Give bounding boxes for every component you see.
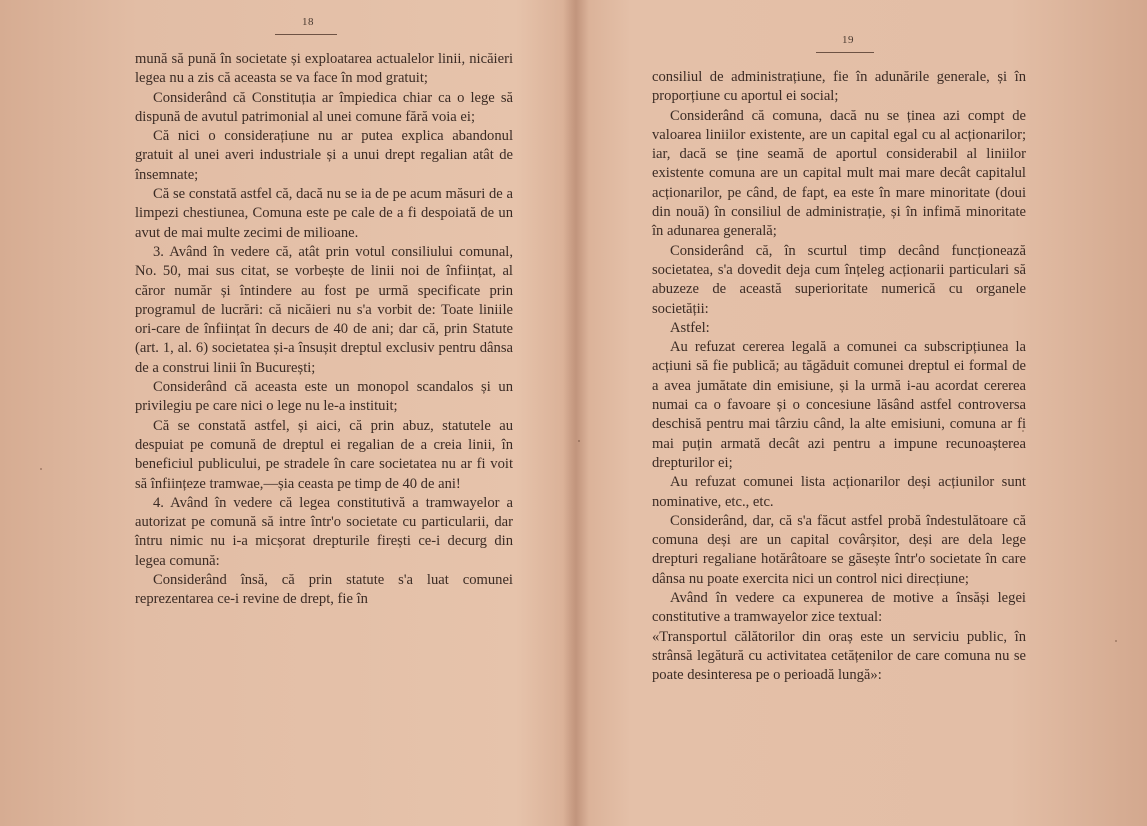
- paragraph: Considerând că aceasta este un monopol scandalos și un privilegiu pe care nici o lege nu le-a instituit;: [135, 379, 513, 415]
- page-text: [135, 50, 513, 610]
- paragraph: 3. Având în vedere că, atât prin votul consiliului comunal, No. 50, mai sus citat, se vorbește de linii noi de înființat, al căror număr și întindere au fost pe urmă specificate prin programul de lucrări: că nicăieri nu s'a vorbit de: Toate liniile ori-care de înființat în decurs de 40 de ani; dar că, prin Statute (art. 1, al. 6) societatea și-a însușit dreptul exclusiv pentru dânsa de a construi linii în București;: [135, 243, 513, 376]
- paragraph: Că nici o considerațiune nu ar putea explica abandonul gratuit al unei averi industriale și a unui drept regalian atât de însemnate;: [135, 128, 513, 183]
- paragraph: Considerând, dar, că s'a făcut astfel probă îndestulătoare că comuna deși are un capital covârșitor, deși are dela lege drepturi regaliane hotărâtoare se găsește într'o societate în care dânsa nu poate exercita nici un control nici direcțiune;: [652, 512, 1026, 587]
- paper-speck: [40, 468, 42, 470]
- paragraph: 4. Având în vedere că legea constitutivă a tramwayelor a autorizat pe comună să intre într'o societate cu particularii, dar întru nimic nu i-a micșorat drepturile firești ce-i decurg din legea comună:: [135, 494, 513, 569]
- right-page: [580, 0, 1147, 826]
- page-number: 19: [842, 34, 854, 46]
- paragraph: Au refuzat comunei lista acționarilor deși acțiunilor sunt nominative, etc., etc.: [652, 474, 1026, 510]
- paragraph: Au refuzat cererea legală a comunei ca subscripțiunea la acțiuni să fie publică; au tăgăduit comunei dreptul ei formal de a avea jumătate din emisiune, și la urmă i-au acordat cererea numai ca o favoare și o concesiune lăsând astfel controversa deschisă pentru mai târziu când, la alte emisiuni, comuna ar fi mai puțin armată decât azi pentru a impune recunoașterea drepturilor ei;: [652, 339, 1026, 471]
- paragraph: Că se constată astfel că, dacă nu se ia de pe acum măsuri de a limpezi chestiunea, Comuna este pe cale de a fi despoiată de un avut de mai multe zecimi de milioane.: [135, 186, 513, 241]
- left-page: [0, 0, 570, 826]
- page-number-rule: [275, 34, 337, 35]
- paragraph: Considerând că comuna, dacă nu se ținea azi compt de valoarea liniilor existente, are un capital egal cu al acționarilor; iar, dacă se ține seamă de aportul considerabil al liniilor existente comuna are un capital mult mai mare decât capitalul acționarilor, pe când, de fapt, ea este în mare minoritate (doui din nouă) în consiliul de administrație, și în infimă minoritate în adunarea generală;: [652, 107, 1026, 240]
- quote-paragraph: «Transportul călătorilor din oraș este un serviciu public, în strânsă legătură cu activitatea cetățenilor de care comuna nu se poate desinteresa pe o perioadă lungă»:: [652, 628, 1026, 684]
- paragraph: Considerând însă, că prin statute s'a luat comunei reprezentarea ce-i revine de drept, fie în: [135, 572, 513, 608]
- paragraph: Astfel:: [670, 319, 710, 336]
- page-text: [652, 68, 1026, 686]
- paragraph: Că se constată astfel, și aici, că prin abuz, statutele au despuiat pe comună de dreptul ei regalian de a creia linii, în beneficiul publicului, pe stradele în care societatea nu ar fi voit să înființeze tramwae,—șia ceasta pe timp de 40 de ani!: [135, 417, 513, 492]
- paragraph: consiliul de administrațiune, fie în adunările generale, și în proporțiune cu aportul ei social;: [652, 69, 1026, 105]
- paragraph: Considerând că Constituția ar împiedica chiar ca o lege să dispună de avutul patrimonial al unei comune fără voia ei;: [135, 89, 513, 125]
- page-number-rule: [816, 52, 874, 53]
- paper-speck: [578, 440, 580, 442]
- paper-speck: [1115, 640, 1117, 642]
- paper-speck: [1022, 430, 1024, 432]
- paragraph: Considerând că, în scurtul timp decând funcționează societatea, s'a dovedit deja cum înțeleg acționarii particulari să abuzeze de această superioritate numerică cu organele societății:: [652, 242, 1026, 317]
- paragraph: mună să pună în societate și exploatarea actualelor linii, nicăieri legea nu a zis că aceasta se va face în mod gratuit;: [135, 51, 513, 87]
- page-number: 18: [302, 16, 314, 28]
- paragraph: Având în vedere ca expunerea de motive a însăși legei constitutive a tramwayelor zice textual:: [652, 590, 1026, 626]
